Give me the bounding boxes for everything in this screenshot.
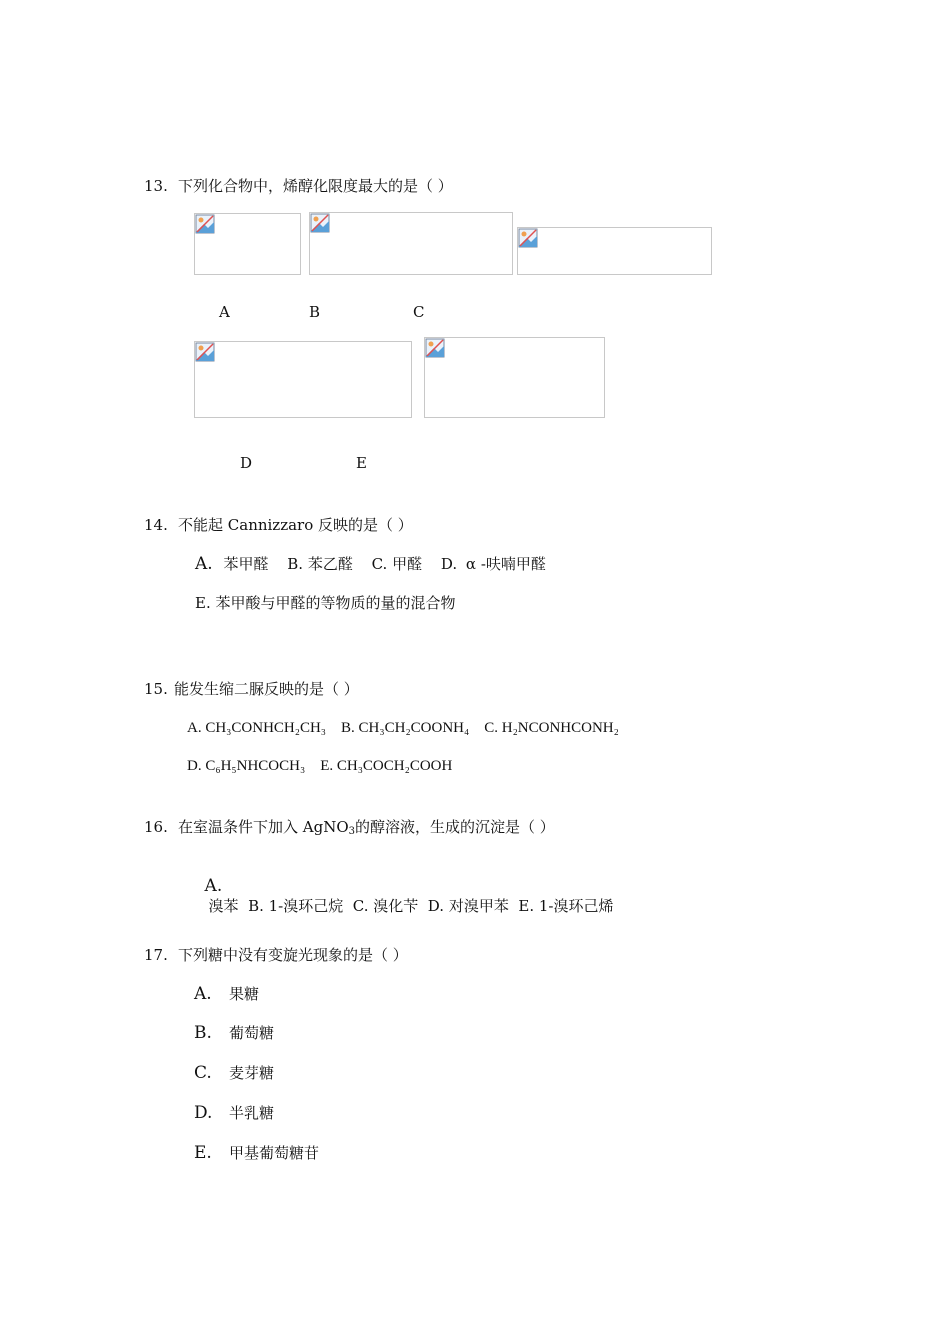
option-label-d: D — [240, 454, 253, 472]
question-text: 下列化合物中，烯醇化限度最大的是（ ） — [178, 177, 453, 195]
option-label: D. — [194, 1103, 213, 1123]
option-text: 甲基葡萄糖苷 — [229, 1144, 320, 1162]
option-text: 果糖 — [229, 985, 260, 1003]
option-a-label: A. — [204, 876, 223, 896]
option-c: C. 甲醛 — [371, 555, 423, 573]
q15-options-line2: D. C₆H₅NHCOCH₃ E. CH₃COCH₂COOH — [187, 758, 453, 774]
question-text: 不能起 Cannizzaro 反映的是（ ） — [178, 516, 413, 534]
option-label-e: E — [356, 454, 367, 472]
q17-option-e — [194, 1143, 319, 1163]
option-d-text: α -呋喃甲醛 — [465, 555, 546, 573]
option-text: 半乳糖 — [229, 1104, 275, 1122]
q14-options-line1 — [195, 554, 546, 574]
option-text: 麦芽糖 — [229, 1064, 275, 1082]
question-14 — [144, 515, 413, 535]
question-text: 下列糖中没有变旋光现象的是（ ） — [178, 946, 408, 964]
q17-option-a — [194, 984, 259, 1004]
question-15 — [144, 679, 359, 699]
option-label: A. — [194, 984, 212, 1004]
structure-image-d — [194, 341, 412, 418]
option-label-b: B — [309, 303, 321, 321]
option-a-label: A. — [195, 554, 213, 574]
question-text: 能发生缩二脲反映的是（ ） — [174, 680, 359, 698]
question-number: 14. — [144, 516, 168, 534]
options-text: 溴苯 B. 1-溴环己烷 C. 溴化苄 D. 对溴甲苯 E. 1-溴环己烯 — [208, 897, 614, 915]
option-text: 葡萄糖 — [229, 1024, 275, 1042]
option-label-a: A — [219, 303, 230, 321]
question-number: 16. — [144, 818, 168, 836]
question-number: 13. — [144, 177, 168, 195]
structure-image-a — [194, 213, 301, 275]
broken-image-icon — [195, 214, 215, 234]
broken-image-icon — [518, 228, 538, 248]
option-label: B. — [194, 1023, 212, 1043]
structure-image-b — [309, 212, 513, 275]
broken-image-icon — [310, 213, 330, 233]
structure-image-e — [424, 337, 605, 418]
option-label-c: C — [413, 303, 425, 321]
q17-option-c — [194, 1063, 274, 1083]
option-label: E. — [194, 1143, 212, 1163]
question-16 — [144, 817, 555, 837]
option-d-label: D. — [440, 555, 458, 573]
broken-image-icon — [195, 342, 215, 362]
q17-option-d — [194, 1103, 274, 1123]
q17-option-b — [194, 1023, 274, 1043]
question-text: 在室温条件下加入 AgNO$_3$的醇溶液，生成的沉淀是（ ） — [178, 818, 555, 837]
option-a-text: 苯甲醛 — [223, 555, 269, 573]
question-13 — [144, 176, 453, 196]
structure-image-c — [517, 227, 712, 275]
option-label: C. — [194, 1063, 212, 1083]
question-17 — [144, 945, 408, 965]
q15-options-line1: A. CH₃CONHCH₂CH₃ B. CH₃CH₂COONH₄ C. H₂NCONHCONH₂ — [187, 720, 619, 736]
question-number: 17. — [144, 946, 168, 964]
option-e: E. 苯甲酸与甲醛的等物质的量的混合物 — [195, 594, 456, 612]
question-number: 15. — [144, 680, 168, 698]
broken-image-icon — [425, 338, 445, 358]
q16-options — [195, 856, 613, 916]
option-b: B. 苯乙醛 — [287, 555, 353, 573]
